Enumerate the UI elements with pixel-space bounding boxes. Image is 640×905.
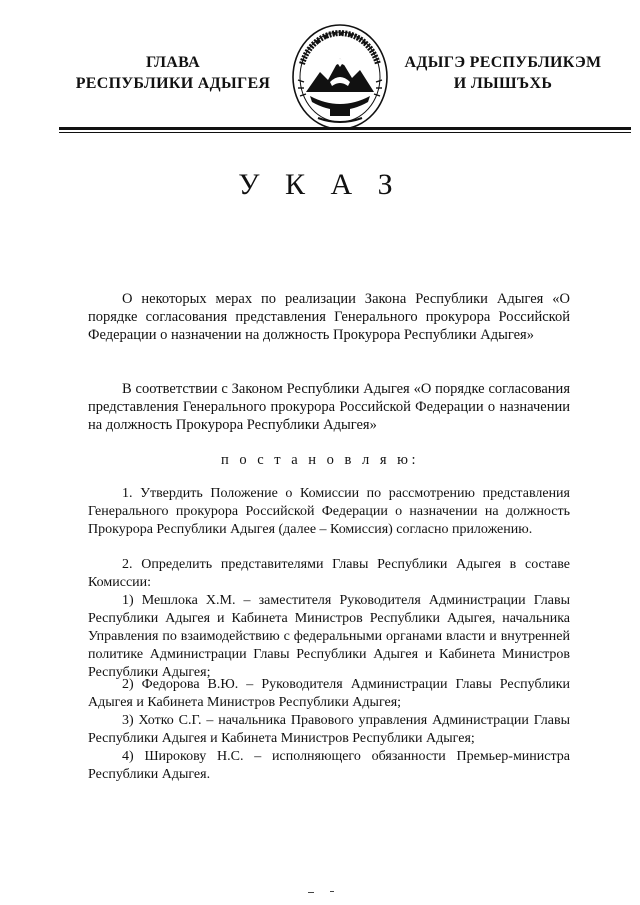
scan-speck (308, 892, 314, 893)
item-2: 2. Определить представителями Главы Республики Адыгея в составе Комиссии: (88, 557, 570, 590)
header-right-line1: АДЫГЭ РЕСПУБЛИКЭМ (404, 54, 602, 71)
document-title: У К А З (238, 168, 402, 201)
header-left (58, 52, 288, 94)
document-preamble: В соответствии с Законом Республики Адыгея «О порядке согласования представления Генерального прокурора Российской Федерации о назначении на должность Прокурора Республики Адыгея» (88, 381, 570, 433)
coat-of-arms-icon (288, 22, 392, 132)
item-2-2: 2) Федорова В.Ю. – Руководителя Администрации Главы Республики Адыгея и Кабинета Министров Республики Адыгея; (88, 677, 570, 710)
header-right (392, 52, 614, 94)
header-left-line2: РЕСПУБЛИКИ АДЫГЕЯ (75, 75, 271, 92)
item-2-3: 3) Хотко С.Г. – начальника Правового управления Администрации Главы Республики Адыгея и Кабинета Министров Республики Адыгея; (88, 713, 570, 746)
item-2-4: 4) Широкову Н.С. – исполняющего обязанности Премьер-министра Республики Адыгея. (88, 749, 570, 782)
header-rule-thick (59, 127, 631, 130)
item-1: 1. Утвердить Положение о Комиссии по рассмотрению представления Генерального прокурора Российской Федерации о назначении на должность Прокурора Республики Адыгея (далее – Комиссия) согласно приложению. (88, 486, 570, 537)
header-left-line1: ГЛАВА (146, 54, 200, 71)
scan-speck (330, 891, 334, 892)
header-right-line2: И ЛЫШЪХЬ (453, 75, 553, 92)
decree-word: п о с т а н о в л я ю: (220, 452, 420, 468)
header-rule-thin (59, 132, 631, 133)
document-subject: О некоторых мерах по реализации Закона Республики Адыгея «О порядке согласования представления Генерального прокурора Российской Федерации о назначении на должность Прокурора Республики Адыгея» (88, 291, 570, 343)
item-2-1: 1) Мешлока Х.М. – заместителя Руководителя Администрации Главы Республики Адыгея и Кабинета Министров Республики Адыгея, начальника Управления по взаимодействию с федеральными органами власти и внутренней политике Администрации Главы Республики Адыгея и Кабинета Министров Республики Адыгея; (88, 593, 570, 680)
